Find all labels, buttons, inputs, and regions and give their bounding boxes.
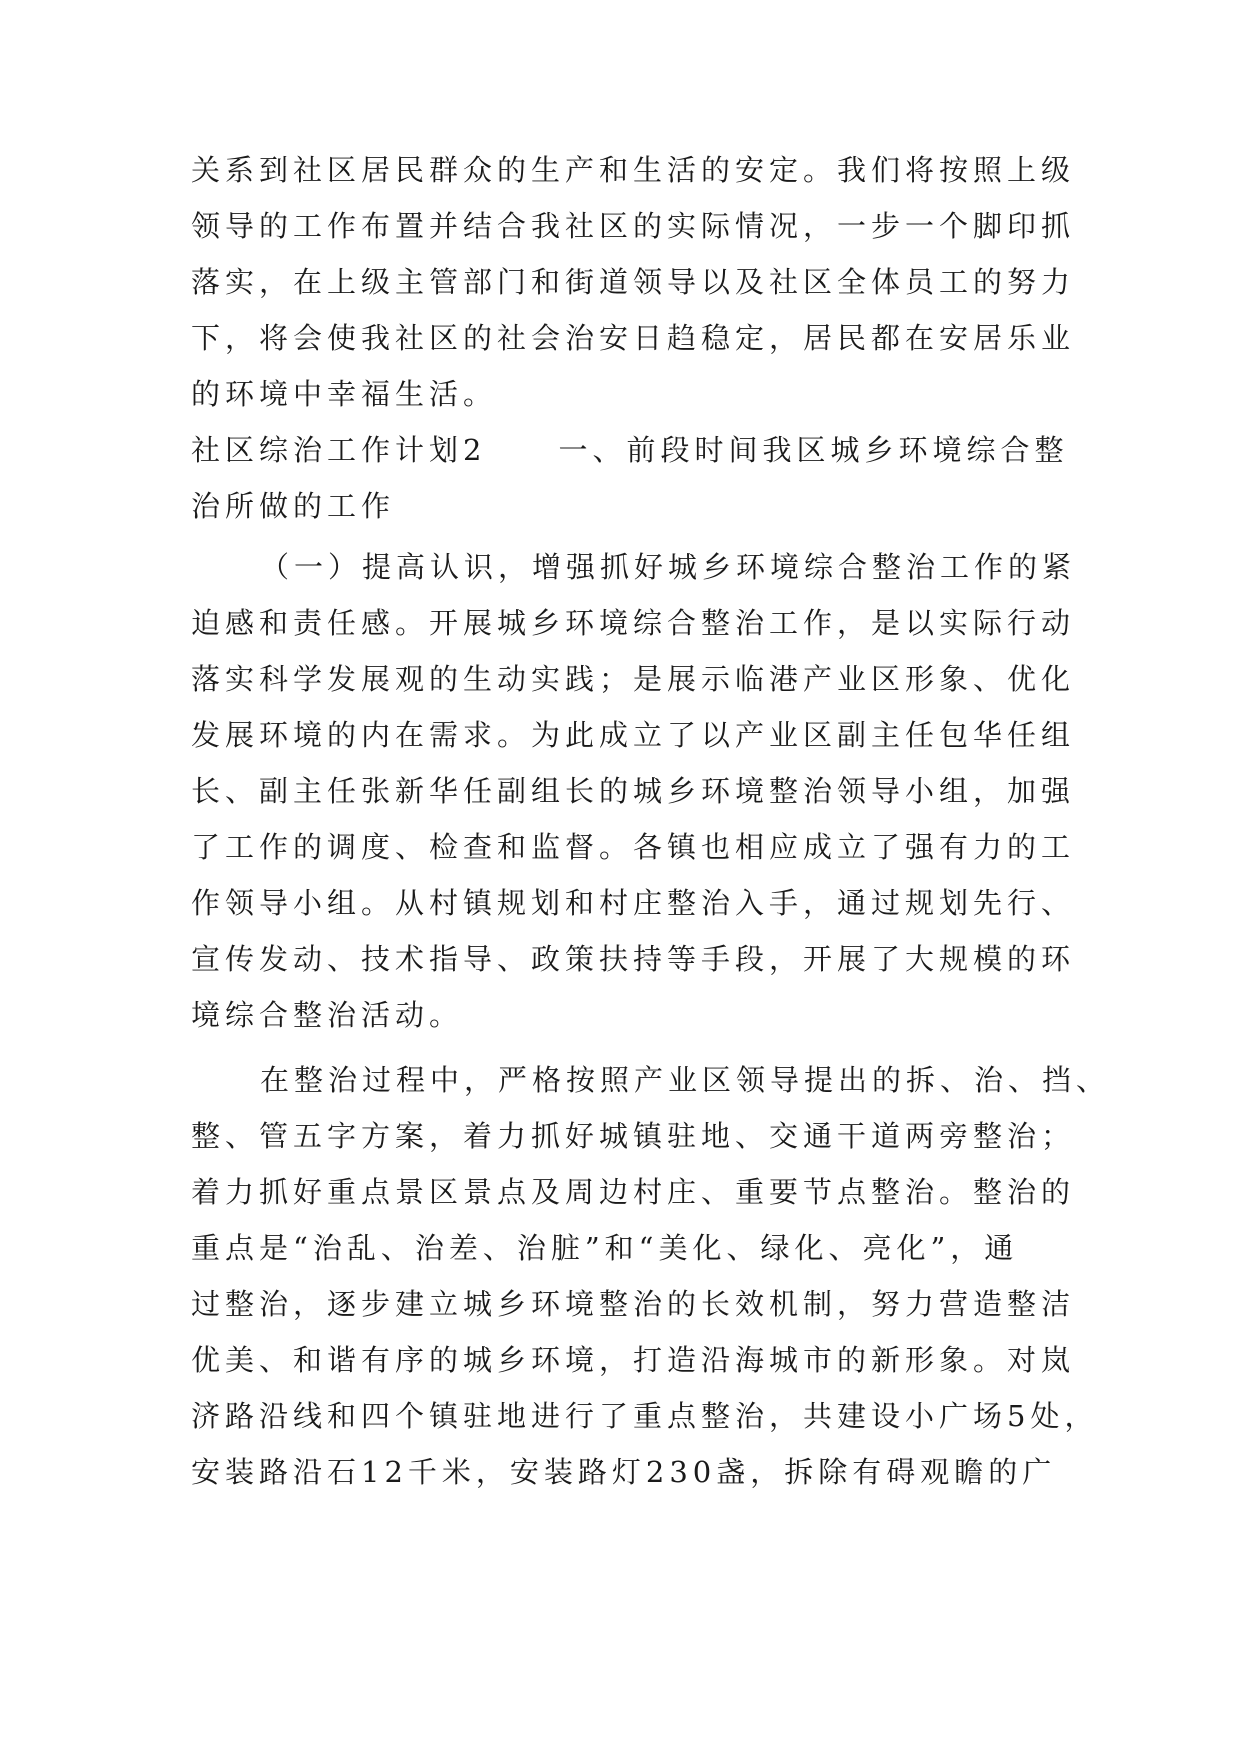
section-subtitle: 一、前段时间我区城乡环境综合整 <box>558 433 1069 467</box>
paragraph-1-line: 领导的工作布置并结合我社区的实际情况，一步一个脚印抓 <box>191 209 1076 243</box>
section-title: 社区综治工作计划2 <box>191 433 487 467</box>
section-heading-line <box>191 430 1068 470</box>
paragraph-2-line: 落实科学发展观的生动实践；是展示临港产业区形象、优化 <box>191 662 1076 696</box>
paragraph-1-line: 下，将会使我社区的社会治安日趋稳定，居民都在安居乐业 <box>191 321 1076 355</box>
paragraph-3-line: 优美、和谐有序的城乡环境，打造沿海城市的新形象。对岚 <box>191 1343 1076 1377</box>
paragraph-3-line: 重点是“治乱、治差、治脏”和“美化、绿化、亮化”，通 <box>191 1231 1019 1265</box>
paragraph-2-line: 发展环境的内在需求。为此成立了以产业区副主任包华任组 <box>191 718 1076 752</box>
paragraph-1-line: 落实，在上级主管部门和街道领导以及社区全体员工的努力 <box>191 265 1076 299</box>
paragraph-3-line: 济路沿线和四个镇驻地进行了重点整治，共建设小广场5处， <box>191 1399 1099 1433</box>
paragraph-2-line: 迫感和责任感。开展城乡环境综合整治工作，是以实际行动 <box>191 606 1076 640</box>
paragraph-2-line: 了工作的调度、检查和监督。各镇也相应成立了强有力的工 <box>191 830 1076 864</box>
paragraph-3-line: 过整治，逐步建立城乡环境整治的长效机制，努力营造整洁 <box>191 1287 1076 1321</box>
paragraph-3-line: 整、管五字方案，着力抓好城镇驻地、交通干道两旁整治； <box>191 1119 1076 1153</box>
paragraph-2-line: 长、副主任张新华任副组长的城乡环境整治领导小组，加强 <box>191 774 1076 808</box>
paragraph-3-line: 在整治过程中，严格按照产业区领导提出的拆、治、挡、 <box>260 1063 1111 1097</box>
section-subtitle-continued: 治所做的工作 <box>191 489 396 523</box>
paragraph-3-line: 安装路沿石12千米，安装路灯230盏，拆除有碍观瞻的广 <box>191 1455 1057 1489</box>
paragraph-2-line: 境综合整治活动。 <box>191 998 464 1032</box>
paragraph-2-line: 作领导小组。从村镇规划和村庄整治入手，通过规划先行、 <box>191 886 1076 920</box>
paragraph-1-line: 关系到社区居民群众的生产和生活的安定。我们将按照上级 <box>191 153 1076 187</box>
paragraph-1-line: 的环境中幸福生活。 <box>191 377 498 411</box>
paragraph-2-line: （一）提高认识，增强抓好城乡环境综合整治工作的紧 <box>260 550 1077 584</box>
paragraph-2-line: 宣传发动、技术指导、政策扶持等手段，开展了大规模的环 <box>191 942 1076 976</box>
paragraph-3-line: 着力抓好重点景区景点及周边村庄、重要节点整治。整治的 <box>191 1175 1076 1209</box>
